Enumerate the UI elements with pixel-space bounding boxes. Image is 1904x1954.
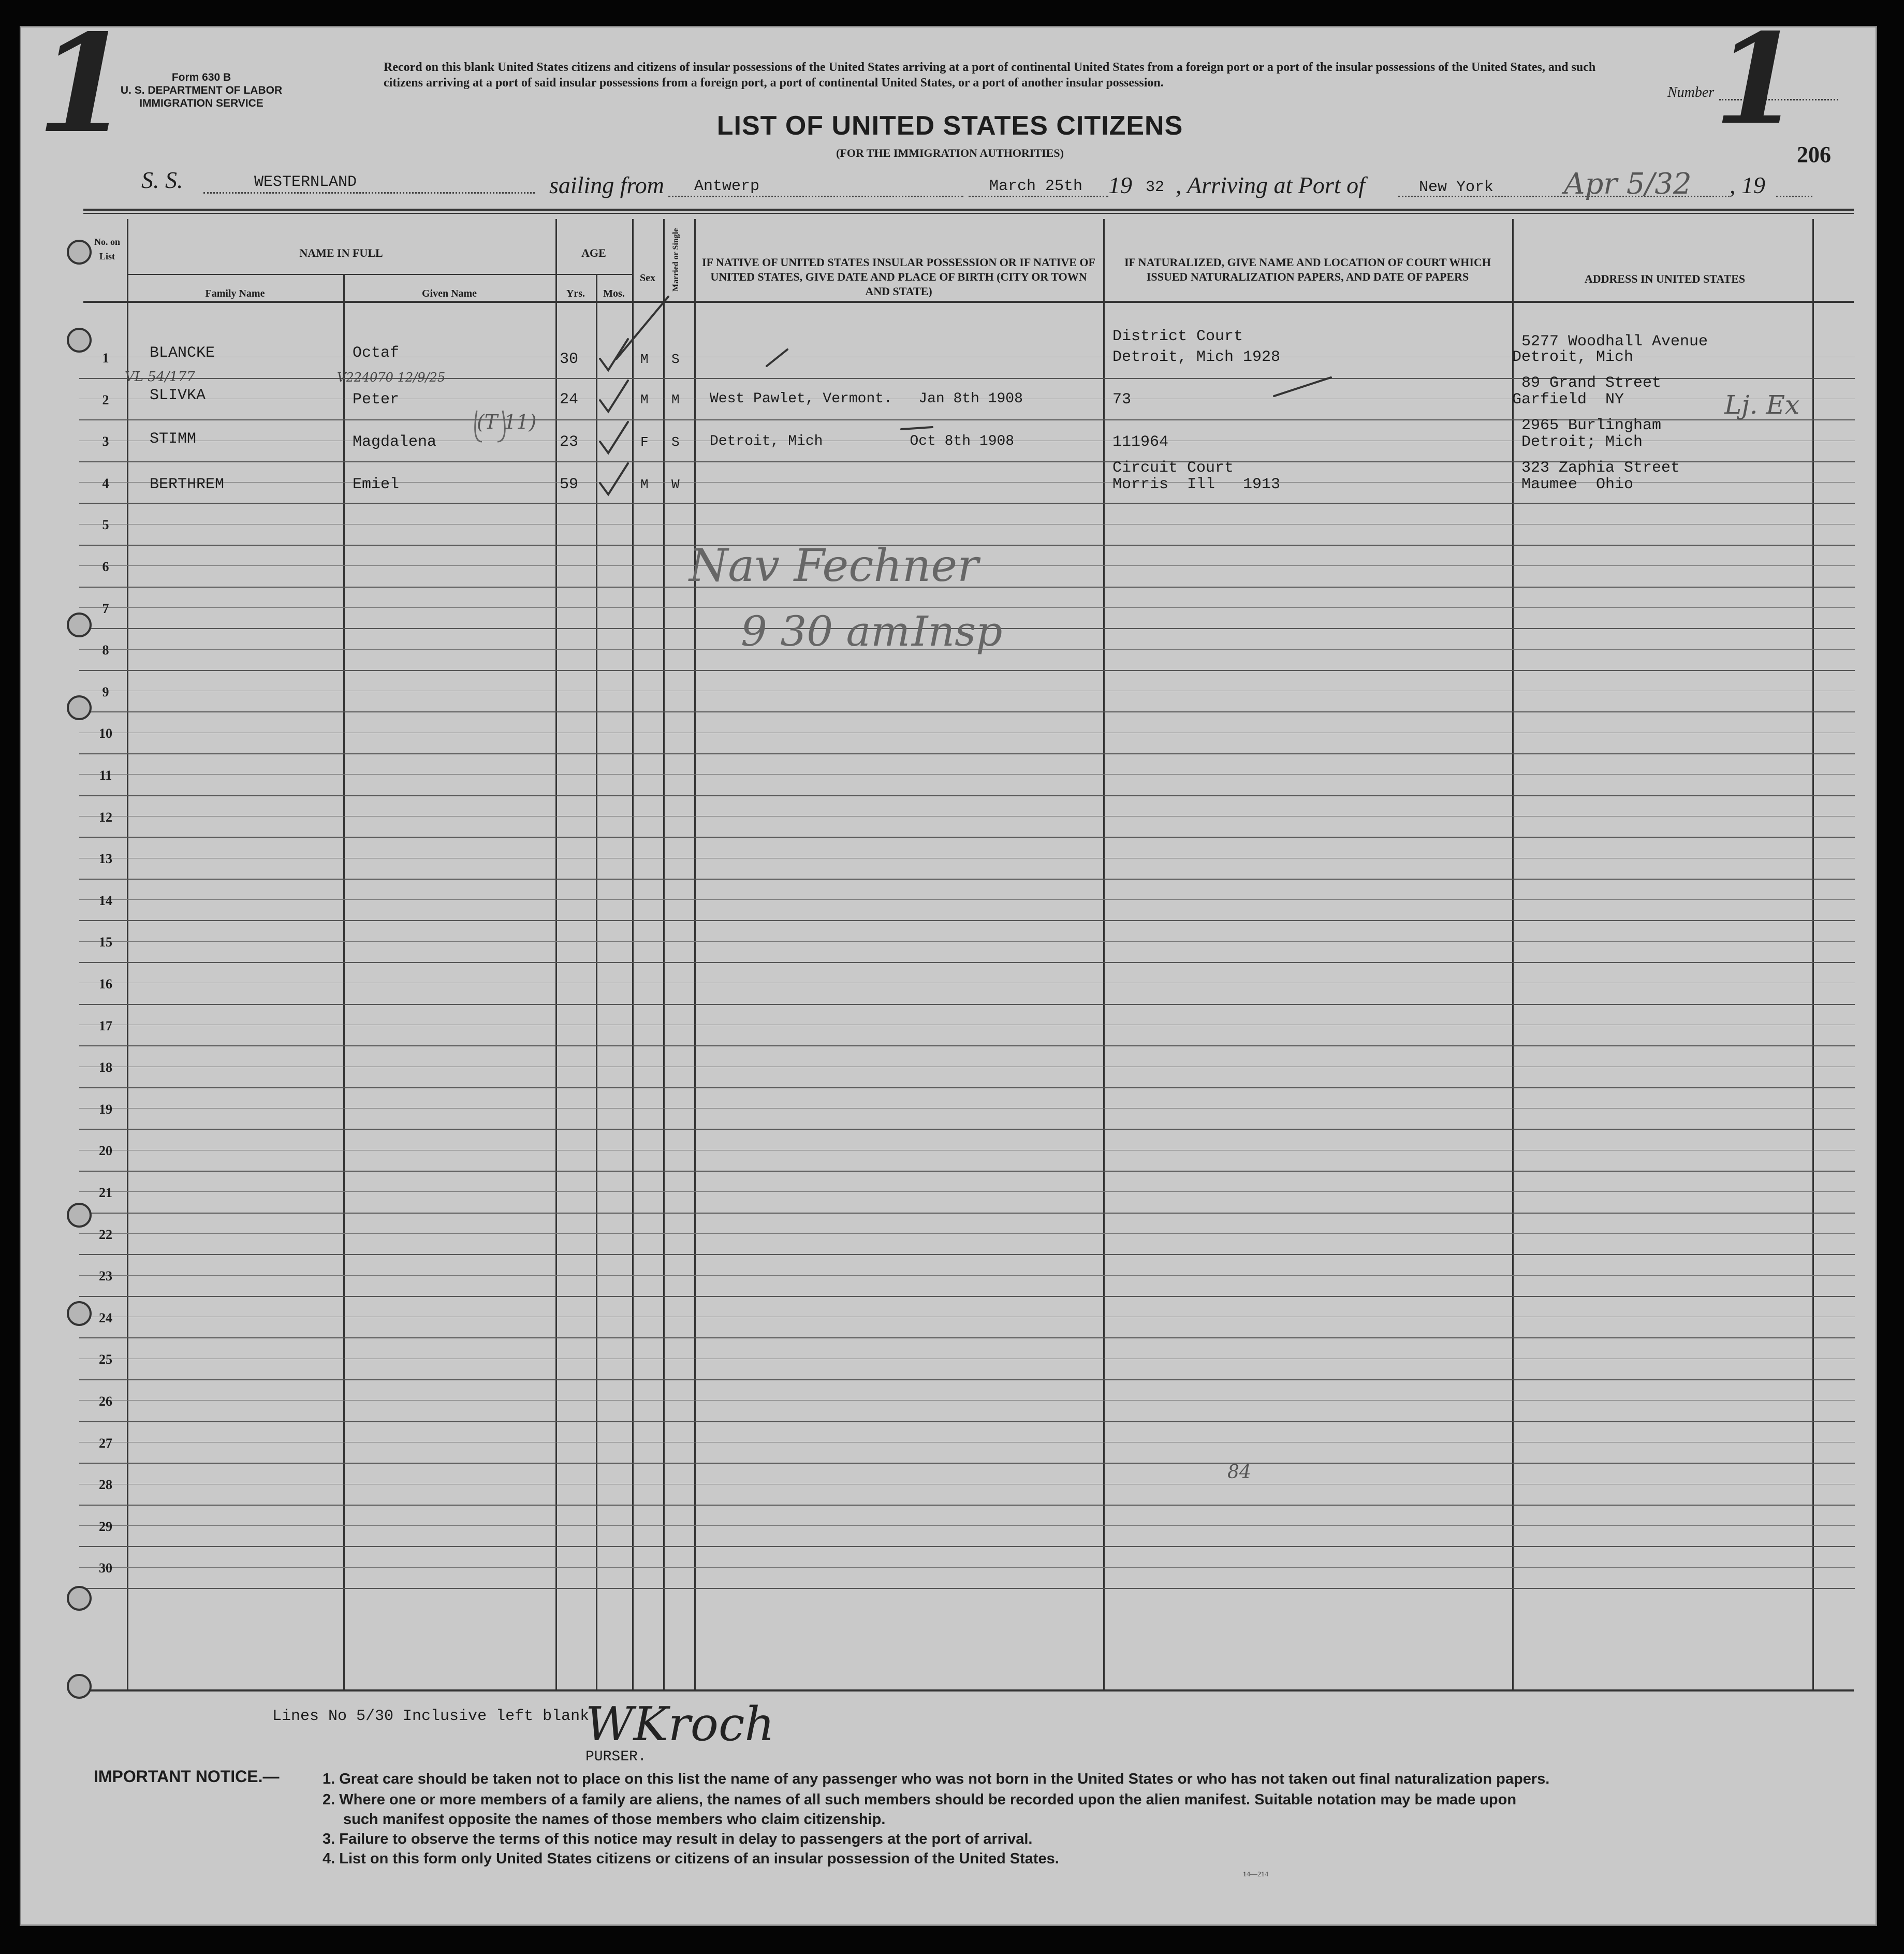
marital-status: S [671,352,680,367]
footer-code: 14—214 [1243,1871,1268,1878]
naturalization-number: 73 [1112,391,1132,409]
binder-hole-icon [67,1586,92,1611]
address-line-2: Detroit, Mich [1512,348,1634,366]
sex: M [640,477,649,492]
row-number: 13 [99,851,112,867]
header-naturalization: IF NATURALIZED, GIVE NAME AND LOCATION OF COURT WHICH ISSUED NATURALIZATION PAPERS, AND DATE OF PAPERS [1124,256,1491,283]
port-from: Antwerp [694,178,760,195]
row-number: 18 [99,1060,112,1075]
row-number: 5 [102,517,109,533]
row-number: 9 [102,684,109,699]
binder-hole-icon [67,613,92,637]
corner-mark: 1 [37,26,130,163]
row-number: 10 [99,726,112,741]
address-line-1: 2965 Burlingham [1521,417,1662,434]
row-number: 3 [102,434,109,449]
year-suffix: 32 [1146,179,1165,196]
row-number: 25 [99,1352,112,1367]
header-sex: Sex [640,272,655,284]
handwritten-inspector: Nav Fechner [689,540,979,592]
intro-text: Record on this blank United States citizens and citizens of insular possessions of the United States arriving at a port of continental United States from a foreign port or a port of the insular possessions of the United States, and such citizens arriving at a port of said insular possessions from a foreign port, a port of continental United States, or a port of another insular possession. [384,61,1596,90]
number-value: 1 [1714,26,1800,152]
header-age: AGE [581,246,606,259]
row-number: 8 [102,643,109,658]
ship-name: WESTERNLAND [254,173,357,191]
handwritten-insp: Insp [912,607,1003,655]
sailing-label: sailing from [549,172,664,198]
family-name: SLIVKA [150,387,206,404]
annotation-t11: (T 11) [477,411,537,433]
year-prefix: 19 [1108,172,1132,198]
given-name: Octaf [353,344,400,362]
form-department: U. S. DEPARTMENT OF LABOR [120,84,283,96]
address-line-1: 323 Zaphia Street [1521,459,1680,477]
check-mark-icon [600,381,628,412]
age-years: 24 [560,391,579,409]
row-number: 16 [99,976,112,991]
row-number: 21 [99,1185,112,1200]
check-mark-icon [600,422,628,453]
row-number: 6 [102,559,109,574]
row-number: 17 [99,1018,112,1033]
naturalization-place: Detroit, Mich 1928 [1112,348,1281,366]
notice-3: 3. Failure to observe the terms of this notice may result in delay to passengers at the port of arrival. [323,1831,1033,1847]
header-no: No. on List [94,237,120,261]
marital-status: M [671,392,680,407]
notice-title: IMPORTANT NOTICE.— [94,1767,280,1786]
header-years: Yrs. [566,288,585,299]
purser-label: PURSER. [585,1749,647,1765]
tick-stroke-icon [901,427,932,429]
row-number: 1 [102,351,109,366]
notice-4: 4. List on this form only United States citizens or citizens of an insular possession of the United States. [323,1850,1059,1867]
address-line-2: Maumee Ohio [1521,476,1634,493]
check-mark-icon [600,339,628,370]
given-name: Magdalena [353,433,437,451]
number-label: Number [1667,84,1715,100]
row-number: 15 [99,935,112,950]
header-birth: IF NATIVE OF UNITED STATES INSULAR POSSESSION OR IF NATIVE OF UNITED STATES, GIVE DATE AND PLACE OF BIRTH (CITY OR TOWN AND STATE) [702,256,1095,298]
annotation-address: Lj. Ex [1724,390,1800,420]
age-years: 59 [560,476,579,493]
notice-1: 1. Great care should be taken not to place on this list the name of any passenger who was not born in the United States or who has not taken out final naturalization papers. [323,1771,1550,1787]
row-number: 22 [99,1227,112,1242]
page-subtitle: (FOR THE IMMIGRATION AUTHORITIES) [836,147,1064,159]
row-number: 24 [99,1310,112,1325]
tick-stroke-icon [1274,377,1331,396]
row-number: 30 [99,1561,112,1576]
row-number: 4 [102,475,109,491]
naturalization-court: Circuit Court [1112,459,1234,477]
arrival-date-handwritten: Apr 5/32 [1564,167,1692,201]
sex: M [640,392,649,407]
footer-rule [83,1689,1854,1691]
purser-signature: WKroch [585,1697,775,1752]
header-family-name: Family Name [205,288,265,299]
header-given-name: Given Name [421,288,477,299]
form-service: IMMIGRATION SERVICE [139,97,263,109]
age-years: 30 [560,351,579,368]
manifest-sheet [20,26,1877,1926]
notice-2-cont: such manifest opposite the names of those members who claim citizenship. [343,1811,886,1828]
tick-stroke-icon [617,297,668,359]
check-mark-icon [600,463,628,494]
address-line-1: 5277 Woodhall Avenue [1521,333,1708,351]
address-line-2: Detroit; Mich [1521,433,1643,451]
row-number: 7 [102,601,109,616]
naturalization-court: District Court [1112,328,1243,345]
address-line-2: Garfield NY [1512,391,1624,409]
handwriting-layer [21,27,1877,1926]
row-number: 26 [99,1394,112,1409]
marital-status: W [671,477,680,492]
notice-2: 2. Where one or more members of a family are aliens, the names of all such members should be recorded upon the alien manifest. Suitable notation may be made upon [323,1791,1517,1808]
binder-hole-icon [67,1301,92,1326]
handwritten-time: 9 30 am [741,607,911,655]
family-name: BLANCKE [150,344,215,362]
given-name: Peter [353,391,400,409]
given-name: Emiel [353,476,400,493]
sex: M [640,352,649,367]
header-address: ADDRESS IN UNITED STATES [1584,272,1746,285]
family-name: STIMM [150,430,197,448]
tick-stroke-icon [767,349,787,366]
address-line-1: 89 Grand Street [1521,374,1662,392]
binder-hole-icon [67,1674,92,1699]
birth-place-date: West Pawlet, Vermont. Jan 8th 1908 [710,391,1023,407]
naturalization-place: Morris Ill 1913 [1112,476,1281,493]
row-number: 12 [99,809,112,825]
age-years: 23 [560,433,579,451]
birth-place-date: Detroit, Mich Oct 8th 1908 [710,433,1015,449]
arrival-port: New York [1419,179,1494,196]
year-end: , 19 [1730,172,1765,198]
ss-label: S. S. [141,167,183,193]
row-number: 28 [99,1477,112,1493]
header-name-in-full: NAME IN FULL [299,246,383,259]
binder-hole-icon [67,1203,92,1228]
annotation-vl: VL 54/177 [125,369,195,385]
scribble-mark: 84 [1227,1462,1251,1483]
form-number: Form 630 B [171,71,231,83]
row-number: 2 [102,392,109,407]
header-months: Mos. [603,288,625,299]
header-married-or-single: Married or Single [671,228,680,291]
lines-blank-note: Lines No 5/30 Inclusive left blank [272,1708,590,1725]
binder-hole-icon [67,695,92,720]
page-number: 206 [1797,142,1831,167]
binder-hole-icon [67,328,92,353]
row-number: 20 [99,1143,112,1159]
binder-hole-icon [67,240,92,265]
marital-status: S [671,434,680,450]
arriving-label: , Arriving at Port of [1176,172,1365,198]
row-number: 11 [99,768,112,783]
row-number: 23 [99,1268,112,1284]
row-number: 19 [99,1101,112,1117]
sailing-date: March 25th [989,178,1083,195]
row-number: 29 [99,1519,112,1534]
row-number: 14 [99,893,112,908]
sex: F [640,434,649,450]
annotation-v-number: V224070 12/9/25 [337,370,446,385]
page-title: LIST OF UNITED STATES CITIZENS [716,111,1183,141]
naturalization-number: 111964 [1112,433,1169,451]
row-number: 27 [99,1435,112,1451]
family-name: BERTHREM [150,476,225,493]
